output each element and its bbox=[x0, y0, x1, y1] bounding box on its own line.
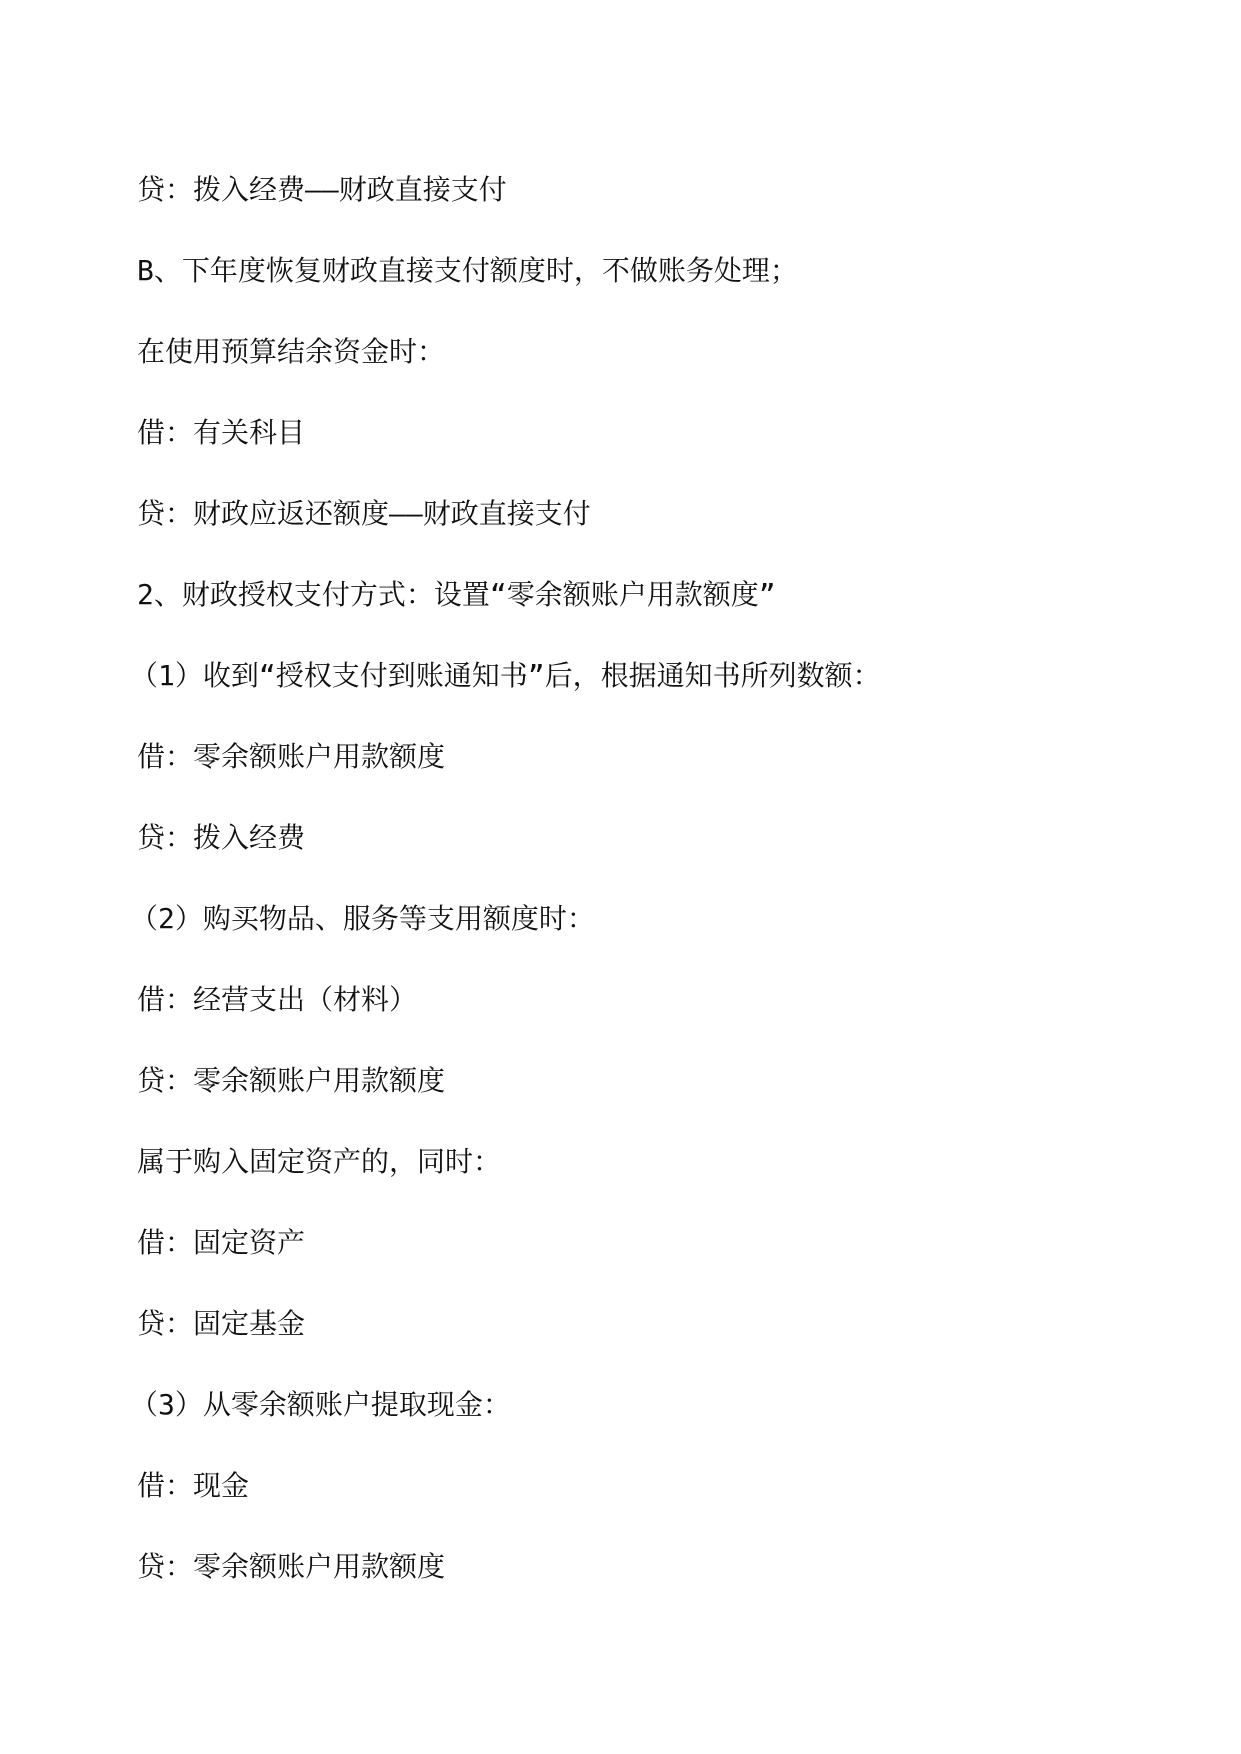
step-2-purchase-goods: （2）购买物品、服务等支用额度时： bbox=[130, 902, 595, 935]
credit-line-zero-balance-quota-1: 贷：零余额账户用款额度 bbox=[137, 1064, 446, 1097]
debit-line-operating-expense: 借：经营支出（材料） bbox=[137, 983, 418, 1016]
using-budget-surplus-heading: 在使用预算结余资金时： bbox=[137, 335, 446, 368]
fixed-asset-purchase-note: 属于购入固定资产的，同时： bbox=[137, 1145, 502, 1178]
step-3-withdraw-cash: （3）从零余额账户提取现金： bbox=[130, 1388, 511, 1421]
item-b-next-year-quota: B、下年度恢复财政直接支付额度时，不做账务处理； bbox=[137, 254, 798, 287]
credit-line-allocated-funds-direct: 贷：拨入经费——财政直接支付 bbox=[137, 173, 507, 206]
credit-line-zero-balance-quota-2: 贷：零余额账户用款额度 bbox=[137, 1550, 446, 1583]
debit-line-cash: 借：现金 bbox=[137, 1469, 250, 1502]
debit-line-related-account: 借：有关科目 bbox=[137, 416, 306, 449]
credit-line-fiscal-refund-quota: 贷：财政应返还额度——财政直接支付 bbox=[137, 497, 591, 530]
step-1-receive-notice: （1）收到“授权支付到账通知书”后，根据通知书所列数额： bbox=[130, 659, 881, 692]
debit-line-fixed-assets: 借：固定资产 bbox=[137, 1226, 306, 1259]
section-2-authorized-payment: 2、财政授权支付方式：设置“零余额账户用款额度” bbox=[137, 578, 776, 611]
debit-line-zero-balance-quota: 借：零余额账户用款额度 bbox=[137, 740, 446, 773]
credit-line-allocated-funds: 贷：拨入经费 bbox=[137, 821, 306, 854]
credit-line-fixed-fund: 贷：固定基金 bbox=[137, 1307, 306, 1340]
